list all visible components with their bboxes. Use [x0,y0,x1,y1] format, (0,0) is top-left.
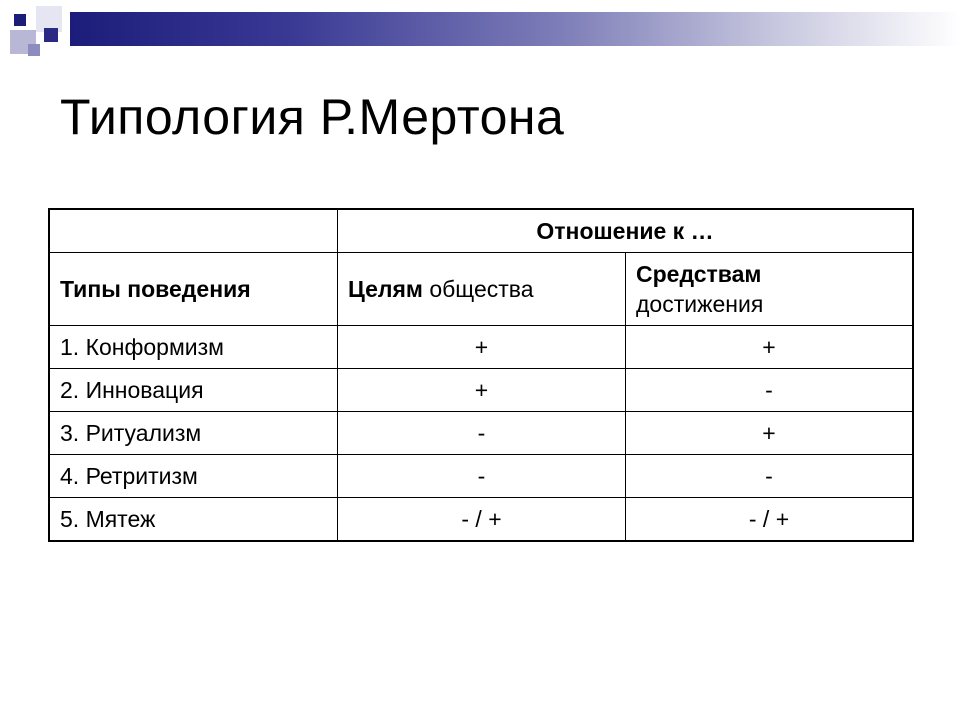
behavior-type-cell: 4. Ретритизм [49,455,338,498]
column-header-type: Типы поведения [49,253,338,326]
means-cell: - [626,455,914,498]
column-header-means [626,253,914,326]
goals-cell: + [338,369,626,412]
goals-cell: - / + [338,498,626,542]
goals-header-rest: общества [429,276,534,302]
means-header-bold: Средствам [636,261,762,287]
behavior-type-cell: 1. Конформизм [49,326,338,369]
behavior-type-cell: 3. Ритуализм [49,412,338,455]
goals-cell: - [338,412,626,455]
header-band-decoration [70,12,960,46]
behavior-type-cell: 2. Инновация [49,369,338,412]
decor-square [44,28,58,42]
decor-square [28,44,40,56]
behavior-type-cell: 5. Мятеж [49,498,338,542]
table-row [49,498,913,542]
table-row [49,412,913,455]
means-header-rest: достижения [636,291,764,317]
typology-table [48,208,914,542]
empty-corner-cell [49,209,338,253]
column-header-goals [338,253,626,326]
goals-header-bold: Целям [348,276,423,302]
means-cell: - / + [626,498,914,542]
group-header-cell: Отношение к … [338,209,914,253]
goals-cell: + [338,326,626,369]
table-row [49,326,913,369]
table-row [49,455,913,498]
table-row [49,369,913,412]
means-cell: + [626,326,914,369]
goals-cell: - [338,455,626,498]
means-cell: - [626,369,914,412]
slide-title: Типология Р.Мертона [60,89,565,145]
means-cell: + [626,412,914,455]
table-header-row [49,209,913,253]
decor-square [14,14,26,26]
table-subheader-row [49,253,913,326]
